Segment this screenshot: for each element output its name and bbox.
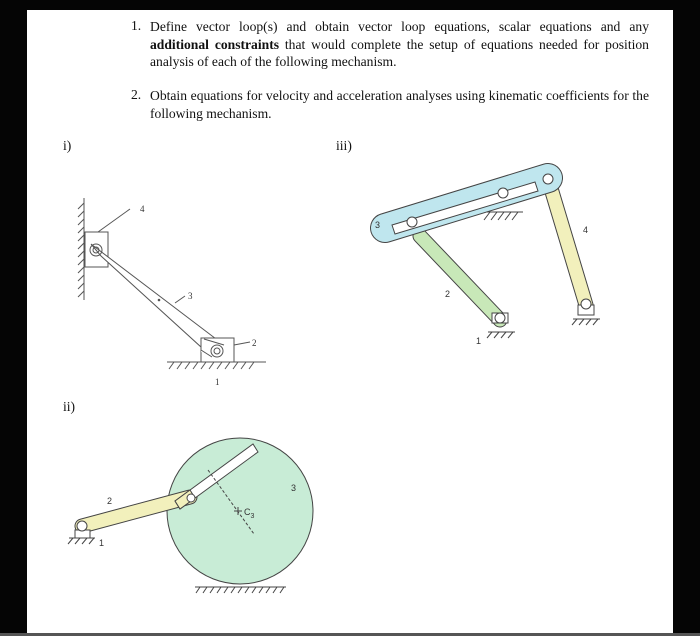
ground-pin-2 xyxy=(77,521,87,531)
question-2-text: Obtain equations for velocity and acceleration analyses using kinematic coefficients for the following mechanism. xyxy=(150,88,649,121)
fig-ii-label-2: 2 xyxy=(107,496,113,506)
floor-hatch xyxy=(169,362,254,369)
figure-iii-label: iii) xyxy=(336,138,352,153)
fig-i-label-2: 2 xyxy=(252,338,257,348)
question-1-bold: additional constraints xyxy=(150,36,280,52)
pin-slider-mid xyxy=(498,188,508,198)
ground-pin-2 xyxy=(495,313,505,323)
link-4 xyxy=(550,185,589,305)
question-1-text-a: Define vector loop(s) and obtain vector loop equations, scalar equations and any xyxy=(150,19,649,34)
fig-i-label-4: 4 xyxy=(140,204,145,214)
fig-iii-label-4: 4 xyxy=(583,225,589,235)
pin-3-4 xyxy=(543,174,553,184)
fig-iii-label-2: 2 xyxy=(445,289,451,299)
question-1-text-b: that would complete the setup of equations needed for position analysis of each of the following mechanism. xyxy=(150,36,649,69)
fig-ii-label-3: 3 xyxy=(291,483,297,493)
link-2 xyxy=(420,236,500,320)
figure-i-label: i) xyxy=(63,138,72,153)
center-c: C xyxy=(244,507,251,517)
fig-iii-label-3: 3 xyxy=(375,220,381,230)
fig-iii-label-1: 1 xyxy=(476,336,482,346)
ground-pin-4 xyxy=(581,299,591,309)
figure-i xyxy=(78,198,266,369)
fig-ii-label-1: 1 xyxy=(99,538,105,548)
pin-slider-left xyxy=(407,217,417,227)
pin-slider xyxy=(187,494,195,502)
figure-ii-label: ii) xyxy=(63,399,76,414)
fig-i-label-3: 3 xyxy=(188,291,193,301)
question-1-number: 1. xyxy=(131,18,142,33)
question-2-number: 2. xyxy=(131,87,142,102)
figure-iii xyxy=(385,174,600,338)
figure-ii xyxy=(68,438,313,593)
fig-i-label-1: 1 xyxy=(215,377,220,387)
wall-hatch xyxy=(78,203,84,297)
center-sub: 3 xyxy=(250,513,255,520)
floor-hatch xyxy=(196,587,284,593)
